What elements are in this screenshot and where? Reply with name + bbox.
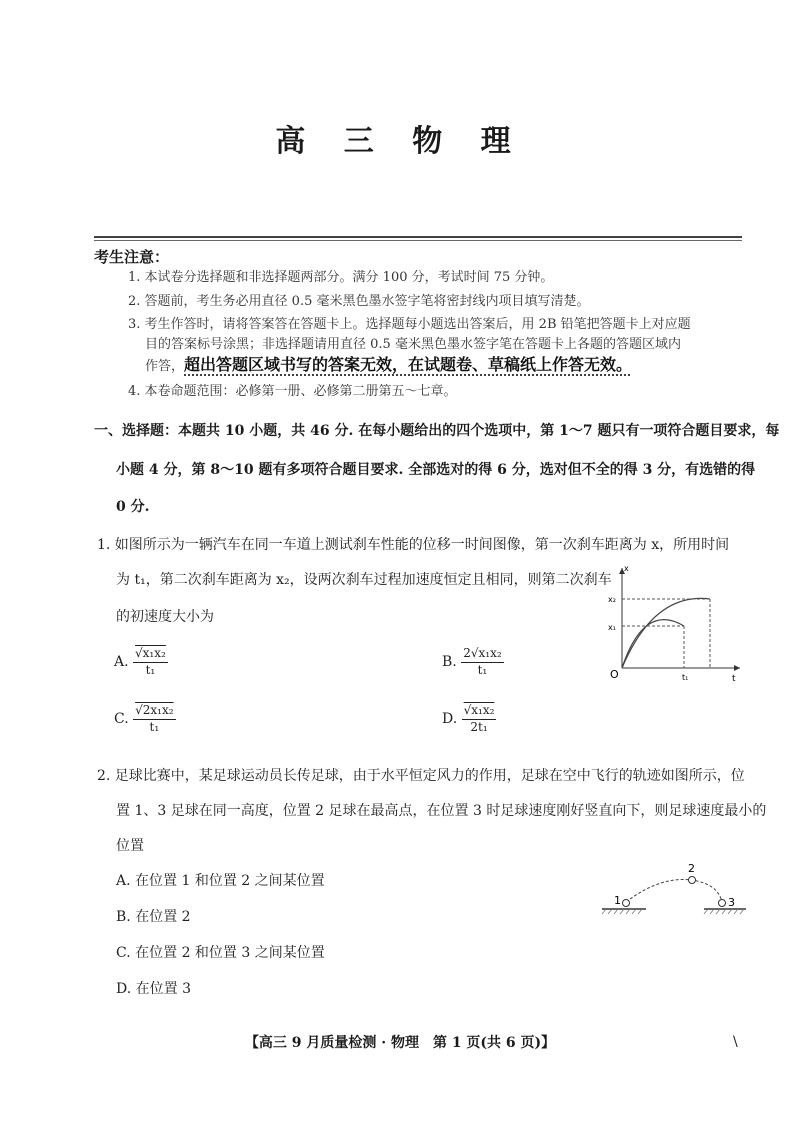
section-heading-cont: 0 分.	[116, 499, 150, 515]
notice-item: 2. 答题前，考生务必用直径 0.5 毫米黑色墨水签字笔将密封线内项目填写清楚。	[128, 294, 590, 309]
q1-option-d: D. $\frac{\text{√x₁x₂}}{\text{2t₁}}$	[442, 703, 495, 734]
curve-second-brake	[622, 598, 710, 668]
graph-origin: O	[610, 668, 619, 681]
notice-heading: 考生注意：	[94, 248, 170, 266]
question-2-text: 2. 足球比赛中，某足球运动员长传足球，由于水平恒定风力的作用，足球在空中飞行的轨迹如图所示，位	[97, 768, 745, 784]
question-1-text: 为 t₁，第二次刹车距离为 x₂，设两次刹车过程加速度恒定且相同，则第二次刹车	[116, 572, 612, 588]
corner-mark: \	[733, 1034, 738, 1050]
question-1-text: 的初速度大小为	[116, 609, 214, 625]
x-axis-arrow-icon	[734, 665, 740, 671]
trajectory-figure	[600, 862, 750, 920]
q1-option-c: C. $\frac{\text{√2x₁x₂}}{\text{t₁}}$	[114, 703, 174, 734]
label-position-2: 2	[688, 862, 695, 875]
graph-axis-t: t	[732, 674, 736, 684]
graph-tick-t1: t₁	[682, 673, 689, 682]
page-footer: 【高三 9 月质量检测 · 物理 第 1 页(共 6 页)】	[244, 1035, 556, 1051]
notice-emphasis: 超出答题区域书写的答案无效，在试题卷、草稿纸上作答无效。	[184, 355, 633, 374]
ball-position-3-icon	[719, 900, 726, 907]
ball-position-2-icon	[689, 877, 696, 884]
q2-option-d: D. 在位置 3	[116, 981, 191, 997]
graph-tick-x1: x₁	[608, 623, 616, 632]
graph-tick-x2: x₂	[608, 595, 616, 604]
ball-position-1-icon	[623, 900, 630, 907]
section-heading: 一、选择题：本题共 10 小题，共 46 分. 在每小题给出的四个选项中，第 1～7 题只有一项符合题目要求，每	[94, 423, 780, 439]
q1-option-a: A. $\frac{\text{√x₁x₂}}{\text{t₁}}$	[114, 646, 166, 677]
question-1-text: 1. 如图所示为一辆汽车在同一车道上测试刹车性能的位移一时间图像，第一次刹车距离为 x，所用时间	[97, 537, 730, 553]
notice-item: 3. 考生作答时，请将答案答在答题卡上。选择题每小题选出答案后，用 2B 铅笔把答题卡上对应题	[128, 317, 691, 332]
label-position-3: 3	[728, 896, 735, 909]
header-rule	[94, 236, 742, 238]
ball-trajectory	[626, 879, 722, 902]
notice-emphasis-line	[145, 352, 632, 375]
header-rule-thin	[94, 240, 742, 241]
q1-option-b: B. $\frac{\text{2√x₁x₂}}{\text{t₁}}$	[442, 646, 502, 677]
notice-item: 1. 本试卷分选择题和非选择题两部分。满分 100 分，考试时间 75 分钟。	[128, 270, 554, 285]
curve-first-brake	[622, 620, 684, 668]
q2-option-a: A. 在位置 1 和位置 2 之间某位置	[116, 873, 325, 889]
question-2-text: 位置	[116, 838, 144, 854]
notice-item: 作答，	[145, 359, 185, 374]
label-position-1: 1	[614, 894, 621, 907]
q2-option-c: C. 在位置 2 和位置 3 之间某位置	[116, 945, 325, 961]
question-2-text: 置 1、3 足球在同一高度，位置 2 足球在最高点，在位置 3 时足球速度刚好竖直向下，则足球速度最小的	[116, 803, 767, 819]
q2-option-b: B. 在位置 2	[116, 909, 191, 925]
page-title: 高 三 物 理	[275, 124, 525, 159]
graph-axis-x: x	[624, 564, 629, 573]
displacement-time-graph	[604, 562, 744, 686]
notice-item: 4. 本卷命题范围：必修第一册、必修第二册第五～七章。	[128, 384, 457, 399]
notice-item: 目的答案标号涂黑；非选择题请用直径 0.5 毫米黑色墨水签字笔在答题卡上各题的答题区域内	[145, 337, 681, 352]
section-heading-cont: 小题 4 分，第 8～10 题有多项符合题目要求. 全部选对的得 6 分，选对但不全的得 3 分，有选错的得	[116, 462, 756, 478]
